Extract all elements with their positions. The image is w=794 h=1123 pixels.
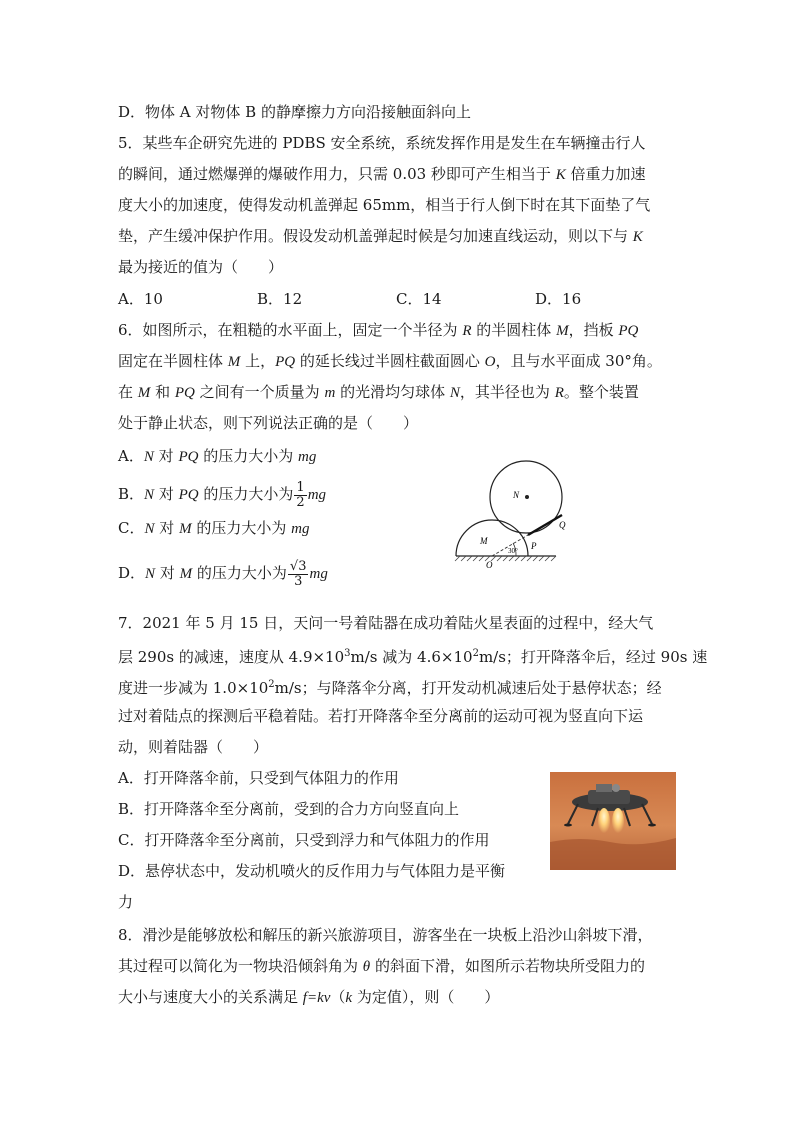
q6-stem-line4: 处于静止状态，则下列说法正确的是（ ）	[118, 414, 419, 432]
q5-stem-line4: 垫，产生缓冲保护作用。假设发动机盖弹起时候是匀加速直线运动，则以下与 K	[118, 227, 643, 245]
fig-label-m: M	[480, 536, 488, 546]
q8-stem-line2: 其过程可以简化为一物块沿倾斜角为 θ 的斜面下滑，如图所示若物块所受阻力的	[118, 957, 645, 975]
q6-stem-line1: 6．如图所示，在粗糙的水平面上，固定一个半径为 R 的半圆柱体 M，挡板 PQ	[118, 321, 639, 339]
q6-figure	[452, 460, 582, 572]
q5-stem-line5: 最为接近的值为（ ）	[118, 258, 284, 276]
ball-center-dot	[525, 495, 529, 499]
q7-stem-line3: 度进一步减为 $1.0\times 10^2m/s$；与降落伞分离，打开发动机减速后处于悬停状态；经	[118, 679, 662, 697]
q7-option-b[interactable]: B．打开降落伞至分离前，受到的合力方向竖直向上	[118, 800, 460, 818]
q6-option-a[interactable]: A．N 对 PQ 的压力大小为 mg	[118, 447, 317, 465]
q4-option-d: D．物体 A 对物体 B 的静摩擦力方向沿接触面斜向上	[118, 103, 471, 121]
q5-stem-line2: 的瞬间，通过燃爆弹的爆破作用力，只需 0.03 秒即可产生相当于 K 倍重力加速	[118, 165, 646, 183]
q5-option-d[interactable]: D．16	[535, 290, 582, 308]
fig-label-angle: 30°	[508, 547, 518, 555]
q7-option-c[interactable]: C．打开降落伞至分离前，只受到浮力和气体阻力的作用	[118, 831, 490, 849]
q5-option-a[interactable]: A．10	[118, 290, 163, 308]
q7-stem-line2: 层 290s 的减速，速度从 $4.9\times 10^3m/s$ 减为 $4.6\times 10^2m/s$；打开降落伞后，经过 90s 速	[118, 648, 708, 666]
q6-option-d-fraction: $\frac{√3}{3}$	[289, 558, 307, 589]
q6-option-c[interactable]: C．N 对 M 的压力大小为 mg	[118, 519, 310, 537]
ground-hatching	[455, 556, 556, 561]
q7-option-a[interactable]: A．打开降落伞前，只受到气体阻力的作用	[118, 769, 399, 787]
q6-stem-line3: 在 M 和 PQ 之间有一个质量为 m 的光滑均匀球体 N，其半径也为 R。整个装置	[118, 383, 639, 401]
fig-label-q: Q	[559, 520, 566, 530]
q7-option-d[interactable]: D．悬停状态中，发动机喷火的反作用力与气体阻力是平衡	[118, 862, 506, 880]
q7-stem-line5: 动，则着陆器（ ）	[118, 738, 269, 756]
fig-label-n: N	[513, 490, 520, 500]
q5-stem-line3: 度大小的加速度，使得发动机盖弹起 65mm，相当于行人倒下时在其下面垫了气	[118, 196, 651, 214]
q6-option-b[interactable]: B．N 对 PQ 的压力大小为 $\frac{1}{2}$ mg	[118, 479, 327, 510]
board-pq	[528, 515, 562, 535]
lander-photo	[550, 772, 676, 870]
q8-stem-line1: 8．滑沙是能够放松和解压的新兴旅游项目，游客坐在一块板上沿沙山斜坡下滑，	[118, 926, 653, 944]
q6-option-b-fraction: $\frac{1}{2}$	[296, 479, 305, 510]
q5-option-c[interactable]: C．14	[396, 290, 442, 308]
q6-stem-line2: 固定在半圆柱体 M 上，PQ 的延长线过半圆柱截面圆心 O，且与水平面成 30°角。	[118, 352, 662, 370]
q7-stem-line1: 7．2021 年 5 月 15 日，天问一号着陆器在成功着陆火星表面的过程中，经大气	[118, 614, 654, 632]
q5-stem-line1: 5．某些车企研究先进的 PDBS 安全系统，系统发挥作用是发生在车辆撞击行人	[118, 134, 646, 152]
fig-label-o: O	[486, 560, 493, 570]
fig-label-p: P	[531, 541, 537, 551]
q6-option-d[interactable]: D．N 对 M 的压力大小为 $\frac{√3}{3}$ mg	[118, 558, 328, 589]
q7-option-d-cont: 力	[118, 893, 134, 911]
q7-stem-line4: 过对着陆点的探测后平稳着陆。若打开降落伞至分离前的运动可视为竖直向下运	[118, 707, 644, 725]
q8-stem-line3: 大小与速度大小的关系满足 f=kv（k 为定值），则（ ）	[118, 988, 500, 1006]
q5-option-b[interactable]: B．12	[257, 290, 303, 308]
